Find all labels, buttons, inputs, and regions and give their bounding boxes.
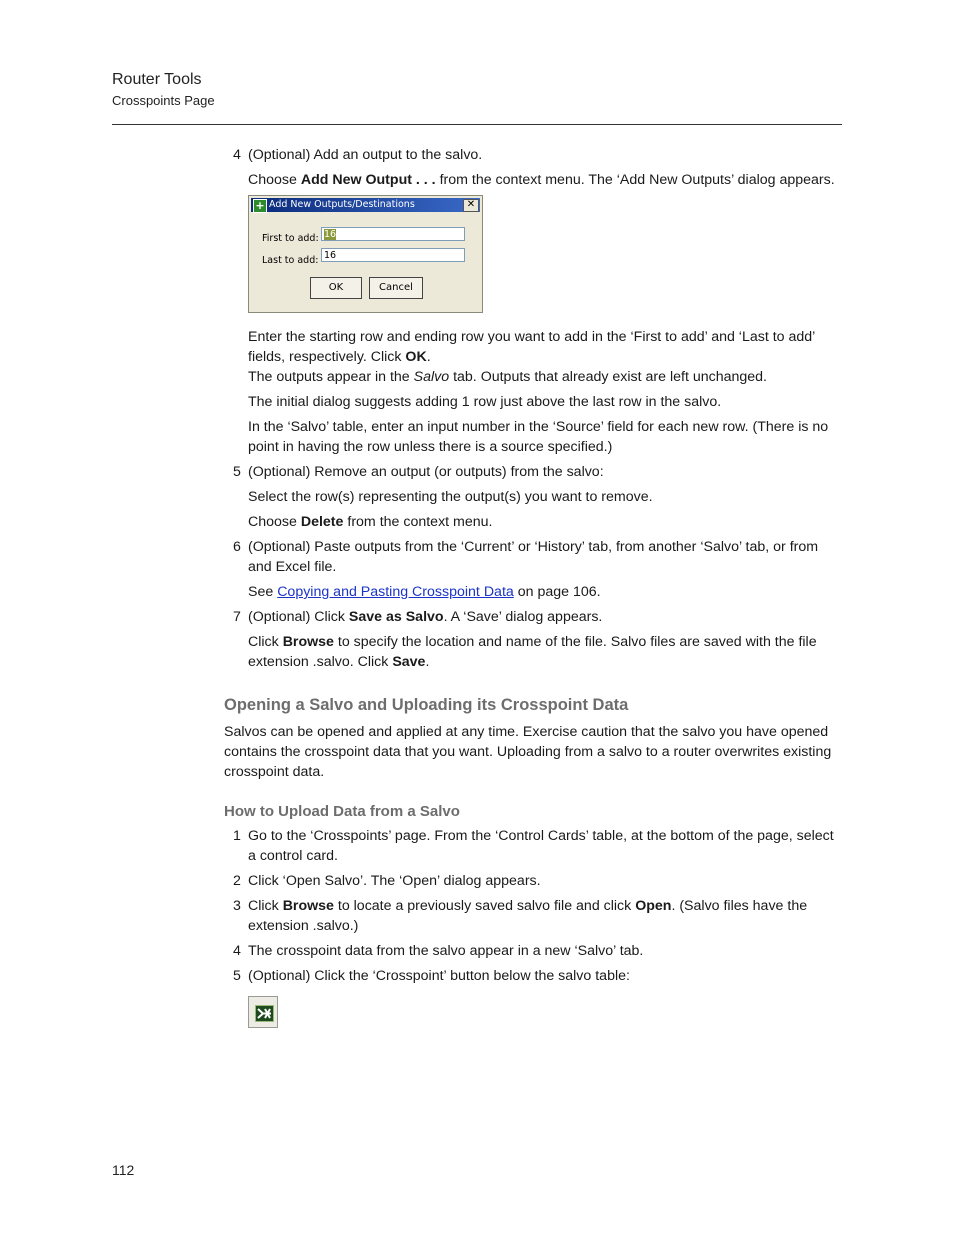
step-number: 4 xyxy=(233,147,241,163)
add-icon: + xyxy=(253,199,267,213)
step-text: (Optional) Paste outputs from the ‘Current’ or ‘History’ tab, from another ‘Salvo’ tab, or from and Excel file. xyxy=(248,539,819,575)
step-4-enter: Enter the starting row and ending row you want to add in the ‘First to add’ and ‘Last to add’ fields, respectively. Click OK. xyxy=(248,329,815,365)
howto-step-1 xyxy=(224,826,842,866)
page-content xyxy=(224,145,842,1028)
step-text: Go to the ‘Crosspoints’ page. From the ‘Control Cards’ table, at the bottom of the page, select a control card. xyxy=(248,828,834,864)
step-5 xyxy=(224,462,842,482)
step-number: 6 xyxy=(233,539,241,555)
step-text: The crosspoint data from the salvo appear in a new ‘Salvo’ tab. xyxy=(248,943,644,959)
cross-reference-link[interactable]: Copying and Pasting Crosspoint Data xyxy=(277,584,514,600)
running-header-title: Router Tools xyxy=(112,71,202,88)
step-4-initial: The initial dialog suggests adding 1 row just above the last row in the salvo. xyxy=(248,394,722,410)
first-to-add-input[interactable]: 16 xyxy=(321,227,465,241)
step-7 xyxy=(224,607,842,627)
dialog-titlebar xyxy=(251,198,480,212)
howto-step-4 xyxy=(224,941,842,961)
crosspoint-button-wrap xyxy=(224,996,842,1028)
step-4-choose: Choose Add New Output . . . from the context menu. The ‘Add New Outputs’ dialog appears. xyxy=(248,172,835,188)
step-6 xyxy=(224,537,842,577)
last-to-add-input[interactable]: 16 xyxy=(321,248,465,262)
header-rule xyxy=(112,124,842,125)
step-text: (Optional) Add an output to the salvo. xyxy=(248,147,483,163)
step-text: Click Browse to locate a previously saved salvo file and click Open. (Salvo files have the extension .salvo.) xyxy=(248,898,808,934)
howto-step-5 xyxy=(224,966,842,986)
dialog-title: Add New Outputs/Destinations xyxy=(269,199,415,210)
cancel-button[interactable]: Cancel xyxy=(369,277,423,299)
crosspoint-button[interactable] xyxy=(248,996,278,1028)
page-number: 112 xyxy=(112,1162,135,1178)
crosspoint-icon xyxy=(255,1005,274,1022)
step-6-see: See Copying and Pasting Crosspoint Data on page 106. xyxy=(248,584,601,600)
step-text: (Optional) Click Save as Salvo. A ‘Save’ dialog appears. xyxy=(248,609,603,625)
step-number: 4 xyxy=(233,943,241,959)
last-to-add-label: Last to add: xyxy=(262,255,319,266)
step-5-select: Select the row(s) representing the output(s) you want to remove. xyxy=(248,489,653,505)
step-number: 3 xyxy=(233,898,241,914)
step-text: (Optional) Click the ‘Crosspoint’ button below the salvo table: xyxy=(248,968,630,984)
step-text: Click ‘Open Salvo’. The ‘Open’ dialog appears. xyxy=(248,873,541,889)
ok-button[interactable]: OK xyxy=(310,277,362,299)
procedure-heading: How to Upload Data from a Salvo xyxy=(224,803,460,820)
step-number: 2 xyxy=(233,873,241,889)
section-paragraph: Salvos can be opened and applied at any time. Exercise caution that the salvo you have opened contains the crosspoint data that you want. Uploading from a salvo to a router overwrites existing crosspoint data. xyxy=(224,724,832,780)
step-number: 5 xyxy=(233,464,241,480)
dialog-screenshot-wrap xyxy=(224,195,842,313)
step-5-choose: Choose Delete from the context menu. xyxy=(248,514,493,530)
step-number: 7 xyxy=(233,609,241,625)
step-number: 1 xyxy=(233,828,241,844)
add-new-outputs-dialog xyxy=(248,195,483,313)
running-header-subtitle: Crosspoints Page xyxy=(112,93,215,108)
step-number: 5 xyxy=(233,968,241,984)
section-heading: Opening a Salvo and Uploading its Crosspoint Data xyxy=(224,696,629,714)
first-to-add-label: First to add: xyxy=(262,233,319,244)
step-7-click: Click Browse to specify the location and name of the file. Salvo files are saved with the file extension .salvo. Click Save. xyxy=(248,634,817,670)
step-4-salvo-table: In the ‘Salvo’ table, enter an input number in the ‘Source’ field for each new row. (There is no point in having the row unless there is a source specified.) xyxy=(248,419,829,455)
step-text: (Optional) Remove an output (or outputs) from the salvo: xyxy=(248,464,604,480)
close-icon[interactable]: ✕ xyxy=(463,199,479,212)
howto-step-3 xyxy=(224,896,842,936)
step-4-appear: The outputs appear in the Salvo tab. Outputs that already exist are left unchanged. xyxy=(248,369,767,385)
step-4 xyxy=(224,145,842,165)
howto-step-2 xyxy=(224,871,842,891)
